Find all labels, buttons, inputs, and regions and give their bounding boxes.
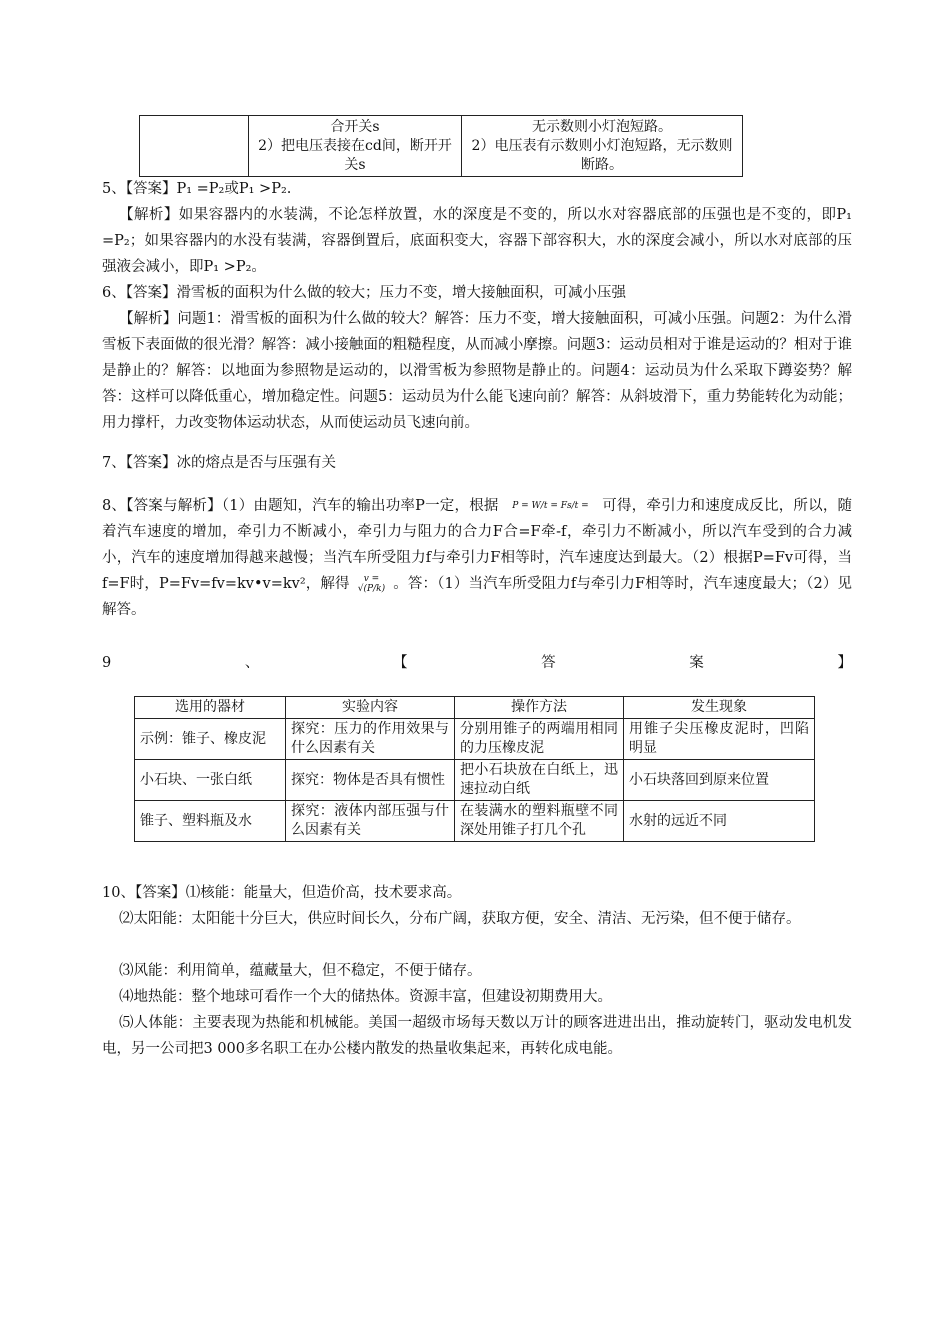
q9-answer-char-1: 答 [541, 655, 556, 671]
table-cell: 用锥子尖压橡皮泥时，凹陷明显 [624, 719, 815, 760]
speed-formula: v = √(P/k) [357, 574, 386, 594]
q6-analysis: 【解析】问题1：滑雪板的面积为什么做的较大？解答：压力不变，增大接触面积，可减小压强。问题2：为什么滑雪板下表面做的很光滑？解答：减小接触面的粗糙程度，从而减小摩擦。问题3：运动员相对于谁是运动的？相对于谁是静止的？解答：以地面为参照物是运动的，以滑雪板为参照物是静止的。问题4：运动员为什么采取下蹲姿势？解答：这样可以降低重心，增加稳定性。问题5：运动员为什么能飞速向前？解答：从斜坡滑下，重力势能转化为动能；用力撑杆，力改变物体运动状态，从而使运动员飞速向前。 [102, 311, 852, 431]
table-cell: 探究：压力的作用效果与什么因素有关 [286, 719, 455, 760]
q10-answer: 10、【答案】⑴核能：能量大，但造价高，技术要求高。 [102, 885, 462, 901]
table-cell: 探究：物体是否具有惯性 [286, 760, 455, 801]
table-cell: 小石块落回到原来位置 [624, 760, 815, 801]
table-cell: 锥子、塑料瓶及水 [135, 801, 286, 842]
q10-solar: ⑵太阳能：太阳能十分巨大，供应时间长久，分布广阔，获取方便，安全、清洁、无污染，但不便于储存。 [119, 911, 801, 927]
q8-answer [102, 493, 852, 623]
table-row [135, 719, 815, 760]
q9-heading [102, 650, 852, 676]
table-cell: 把小石块放在白纸上，迅速拉动白纸 [455, 760, 624, 801]
table-cell [140, 116, 249, 177]
q9-right-bracket: 】 [837, 655, 852, 671]
q7-answer: 7、【答案】冰的熔点是否与压强有关 [102, 455, 336, 471]
experiment-table [134, 696, 815, 842]
table-row [135, 801, 815, 842]
q8-text-3: 。答：（1）当汽车所受阻力f与牵引力F相等时，汽车速度最大；（2）见解答。 [102, 576, 852, 618]
table-cell: 分别用锥子的两端用相同的力压橡皮泥 [455, 719, 624, 760]
table-cell: 无示数则小灯泡短路。 2）电压表有示数则小灯泡短路，无示数则断路。 [462, 116, 743, 177]
q5-analysis: 【解析】如果容器内的水装满，不论怎样放置，水的深度是不变的，所以水对容器底部的压强也是不变的，即P₁ =P₂；如果容器内的水没有装满，容器倒置后，底面积变大，容器下部容积大，水的深度会减小，所以水对底部的压强液会减小，即P₁ >P₂。 [102, 207, 852, 275]
column-header: 实验内容 [286, 697, 455, 719]
q9-answer-char-2: 案 [689, 655, 704, 671]
column-header: 选用的器材 [135, 697, 286, 719]
q9-left-bracket: 【 [393, 655, 408, 671]
table-cell: 小石块、一张白纸 [135, 760, 286, 801]
q6-answer: 6、【答案】滑雪板的面积为什么做的较大；压力不变，增大接触面积，可减小压强 [102, 285, 626, 301]
q8-text-2: 可得，牵引力和速度成反比，所以，随着汽车速度的增加，牵引力不断减小，牵引力与阻力的合力F合=F牵-f，牵引力不断减小，所以汽车受到的合力减小，汽车的速度增加得越来越慢；当汽车所受阻力f与牵引力F相等时，汽车速度达到最大。（2）根据P=Fv可得，当f=F时，P=Fv=fv=kv•v=kv²，解得 [102, 498, 853, 592]
table-header-row [135, 697, 815, 719]
q9-sep: 、 [244, 655, 260, 671]
table-row [140, 116, 743, 177]
column-header: 发生现象 [624, 697, 815, 719]
q10-human: ⑸人体能：主要表现为热能和机械能。美国一超级市场每天数以万计的顾客进进出出，推动旋转门，驱动发电机发电，另一公司把3 000多名职工在办公楼内散发的热量收集起来，再转化成电能。 [102, 1015, 852, 1057]
table-cell: 探究：液体内部压强与什么因素有关 [286, 801, 455, 842]
table-cell: 水射的远近不同 [624, 801, 815, 842]
column-header: 操作方法 [455, 697, 624, 719]
circuit-table-continued [139, 115, 743, 177]
table-cell: 在装满水的塑料瓶壁不同深处用锥子打几个孔 [455, 801, 624, 842]
q9-number: 9 [102, 655, 112, 671]
table-cell: 合开关s 2）把电压表接在cd间，断开开关s [249, 116, 462, 177]
q10-wind: ⑶风能：利用简单，蕴藏量大，但不稳定，不便于储存。 [119, 963, 482, 979]
power-formula: P = W/t = Fs/t = [512, 501, 589, 511]
q5-answer: 5、【答案】P₁ =P₂或P₁ >P₂. [102, 181, 292, 197]
q8-text-1: 8、【答案与解析】（1）由题知，汽车的输出功率P一定，根据 [102, 498, 499, 514]
table-row [135, 760, 815, 801]
table-cell: 示例：锥子、橡皮泥 [135, 719, 286, 760]
q10-geothermal: ⑷地热能：整个地球可看作一个大的储热体。资源丰富，但建设初期费用大。 [119, 989, 612, 1005]
